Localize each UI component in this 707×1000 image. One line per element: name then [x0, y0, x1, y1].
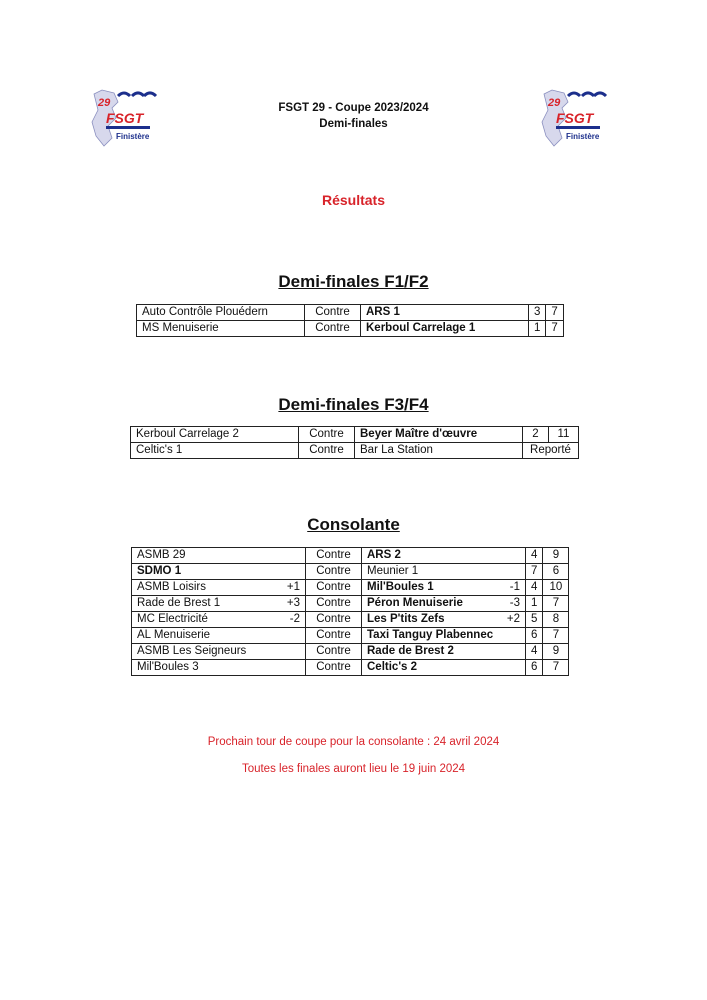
away-team: ARS 2: [367, 549, 401, 561]
finals-note: Toutes les finales auront lieu le 19 juin 2024: [241, 763, 466, 775]
home-cell: [132, 628, 306, 644]
away-team: Rade de Brest 2: [367, 645, 454, 657]
away-cell: [362, 644, 526, 660]
table-row: [132, 660, 569, 676]
away-team: Beyer Maître d'œuvre: [355, 427, 523, 443]
table-row: [132, 564, 569, 580]
home-cell: [132, 660, 306, 676]
versus-label: Contre: [306, 596, 362, 612]
score-away: 11: [549, 427, 579, 443]
home-cell: [132, 564, 306, 580]
results-table-f1f2: [136, 304, 564, 337]
table-row: [131, 443, 579, 459]
home-cell: [132, 596, 306, 612]
table-row: [132, 628, 569, 644]
score-home: 3: [529, 305, 546, 321]
home-team: ASMB Loisirs: [137, 581, 207, 593]
score-away: 10: [543, 580, 569, 596]
away-team: ARS 1: [361, 305, 529, 321]
versus-label: Contre: [306, 564, 362, 580]
score-away: 7: [543, 660, 569, 676]
away-handicap: -3: [509, 597, 520, 609]
results-heading: Résultats: [321, 192, 386, 208]
away-team: Mil'Boules 1: [367, 581, 434, 593]
home-team: Auto Contrôle Plouédern: [137, 305, 305, 321]
away-team: Bar La Station: [355, 443, 523, 459]
section-title-f3f4: Demi-finales F3/F4: [278, 395, 429, 414]
score-away: 7: [543, 628, 569, 644]
table-row: [137, 321, 564, 337]
versus-label: Contre: [305, 305, 361, 321]
versus-label: Contre: [306, 612, 362, 628]
away-cell: [362, 548, 526, 564]
table-row: [132, 644, 569, 660]
away-team: Péron Menuiserie: [367, 597, 463, 609]
svg-text:Finistère: Finistère: [566, 132, 600, 141]
score-home: 1: [529, 321, 546, 337]
next-round-note: Prochain tour de coupe pour la consolante : 24 avril 2024: [207, 736, 500, 748]
score-home: 4: [526, 580, 543, 596]
home-handicap: +1: [286, 581, 300, 593]
away-team: Celtic's 2: [367, 661, 418, 673]
home-team: SDMO 1: [137, 565, 182, 577]
versus-label: Contre: [306, 548, 362, 564]
table-row: [137, 305, 564, 321]
home-handicap: +3: [286, 597, 300, 609]
table-row: [132, 612, 569, 628]
score-home: 5: [526, 612, 543, 628]
score-home: 7: [526, 564, 543, 580]
home-cell: [132, 580, 306, 596]
table-row: [131, 427, 579, 443]
home-team: Mil'Boules 3: [137, 661, 199, 673]
versus-label: Contre: [305, 321, 361, 337]
score-home: 4: [526, 548, 543, 564]
score-home: 2: [523, 427, 549, 443]
table-row: [132, 548, 569, 564]
score-away: 7: [546, 321, 563, 337]
table-row: [132, 596, 569, 612]
away-team: Les P'tits Zefs: [367, 613, 445, 625]
score-away: 6: [543, 564, 569, 580]
table-row: [132, 580, 569, 596]
score-away: 9: [543, 548, 569, 564]
results-table-f3f4: [130, 426, 579, 459]
away-cell: [362, 612, 526, 628]
home-handicap: -2: [289, 613, 300, 625]
score-away: 7: [546, 305, 563, 321]
document-header: [0, 100, 707, 132]
score-home: 6: [526, 628, 543, 644]
results-table-consolante: [131, 547, 569, 676]
home-team: Celtic's 1: [131, 443, 299, 459]
versus-label: Contre: [306, 628, 362, 644]
home-team: Kerboul Carrelage 2: [131, 427, 299, 443]
away-cell: [362, 596, 526, 612]
home-cell: [132, 644, 306, 660]
away-handicap: -1: [509, 581, 520, 593]
away-team: Kerboul Carrelage 1: [361, 321, 529, 337]
score-home: 4: [526, 644, 543, 660]
versus-label: Contre: [306, 644, 362, 660]
document-subtitle: Demi-finales: [319, 118, 388, 130]
match-status: Reporté: [523, 443, 579, 459]
away-cell: [362, 580, 526, 596]
away-team: Meunier 1: [367, 565, 419, 577]
away-cell: [362, 660, 526, 676]
away-team: Taxi Tanguy Plabennec: [367, 629, 494, 641]
svg-text:FSGT: FSGT: [106, 110, 144, 126]
svg-text:29: 29: [98, 97, 111, 109]
document-title: FSGT 29 - Coupe 2023/2024: [278, 102, 429, 114]
versus-label: Contre: [306, 660, 362, 676]
home-team: Rade de Brest 1: [137, 597, 221, 609]
versus-label: Contre: [299, 427, 355, 443]
score-away: 9: [543, 644, 569, 660]
home-team: ASMB 29: [137, 549, 186, 561]
home-cell: [132, 548, 306, 564]
home-team: ASMB Les Seigneurs: [137, 645, 247, 657]
section-title-f1f2: Demi-finales F1/F2: [278, 272, 429, 291]
svg-text:29: 29: [548, 97, 561, 109]
home-cell: [132, 612, 306, 628]
score-home: 1: [526, 596, 543, 612]
score-away: 8: [543, 612, 569, 628]
away-cell: [362, 628, 526, 644]
away-handicap: +2: [506, 613, 520, 625]
home-team: AL Menuiserie: [137, 629, 211, 641]
home-team: MS Menuiserie: [137, 321, 305, 337]
svg-text:Finistère: Finistère: [116, 132, 150, 141]
versus-label: Contre: [306, 580, 362, 596]
svg-text:FSGT: FSGT: [556, 110, 594, 126]
away-cell: [362, 564, 526, 580]
home-team: MC Electricité: [137, 613, 208, 625]
score-home: 6: [526, 660, 543, 676]
versus-label: Contre: [299, 443, 355, 459]
score-away: 7: [543, 596, 569, 612]
section-title-consolante: Consolante: [307, 515, 400, 534]
